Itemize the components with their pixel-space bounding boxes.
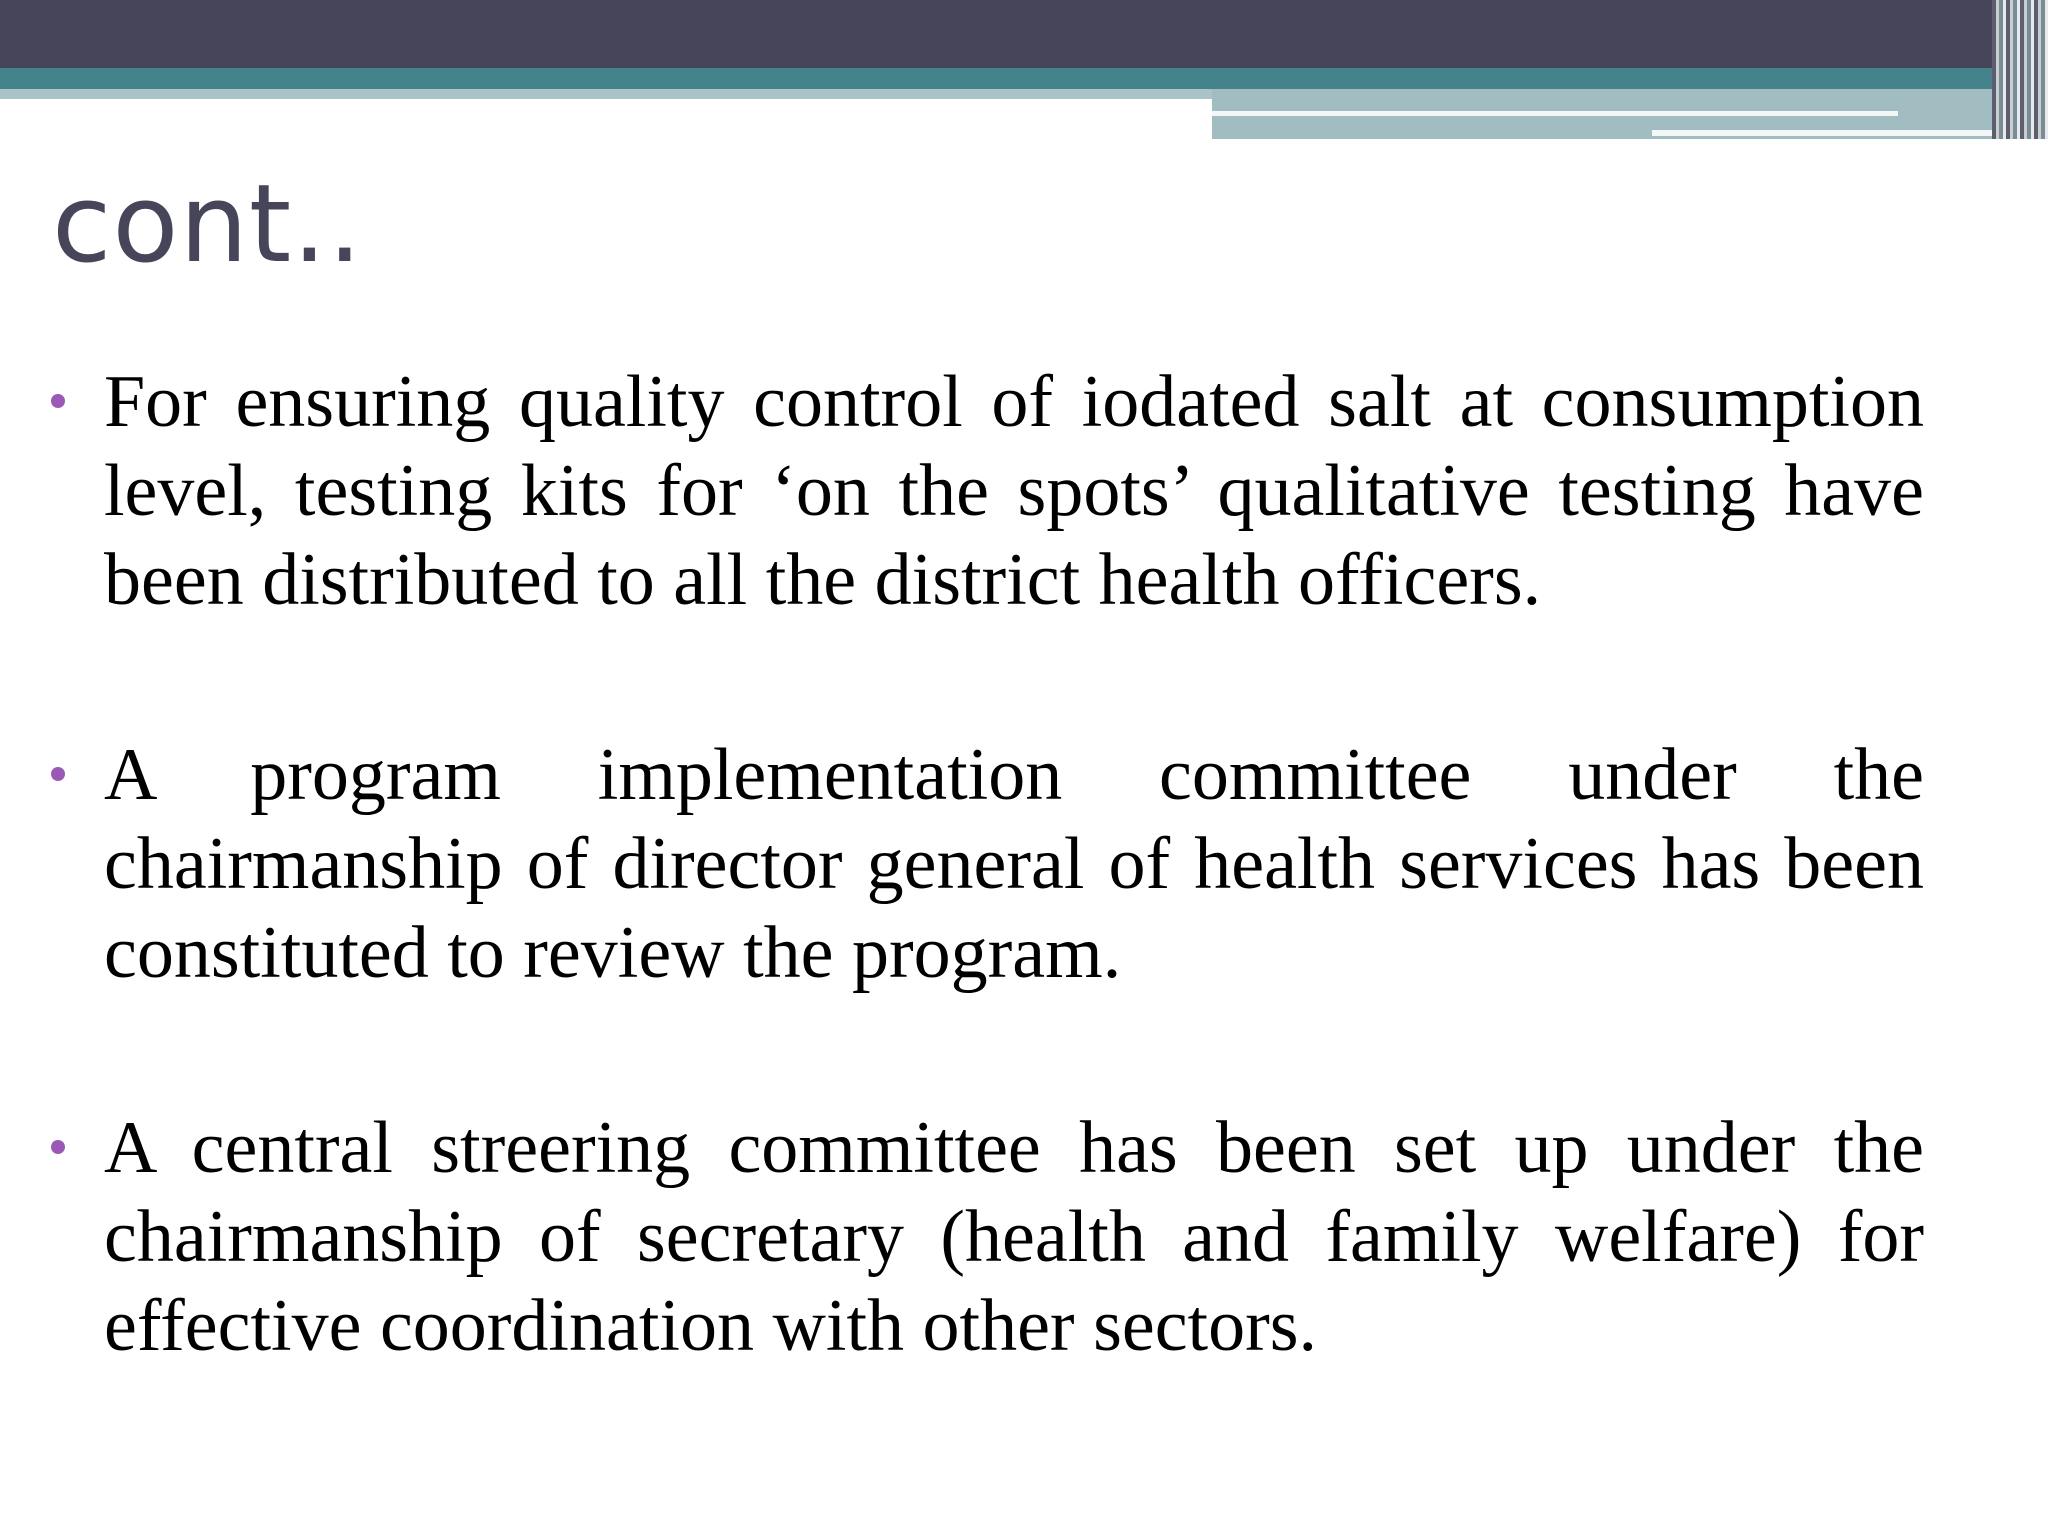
slide-title: cont.. [52,162,363,287]
header-teal-bar [0,68,2048,89]
bullet-text: For ensuring quality control of iodated salt at consumption level, testing kits for ‘on the spots’ qualitative testing have been distributed to all the district health officers. [104,361,1924,621]
header-dark-bar [0,0,2048,68]
header-light-bar-left [0,89,1212,99]
bullet-item [40,731,1924,998]
bullet-item [40,358,1924,625]
header-stripes-decoration [1992,0,2048,139]
bullet-dot-icon [51,394,65,408]
bullet-text: A program implementation committee under the chairmanship of director general of health services has been constituted to review the program. [104,734,1924,994]
header-accent-line [1212,111,1898,116]
bullet-list [40,358,1924,1371]
bullet-dot-icon [51,767,65,781]
header-accent-line-2 [1652,130,2048,136]
bullet-dot-icon [51,1140,65,1154]
bullet-item [40,1104,1924,1371]
bullet-text: A central streering committee has been set up under the chairmanship of secretary (health and family welfare) for effective coordination with other sectors. [104,1107,1924,1367]
